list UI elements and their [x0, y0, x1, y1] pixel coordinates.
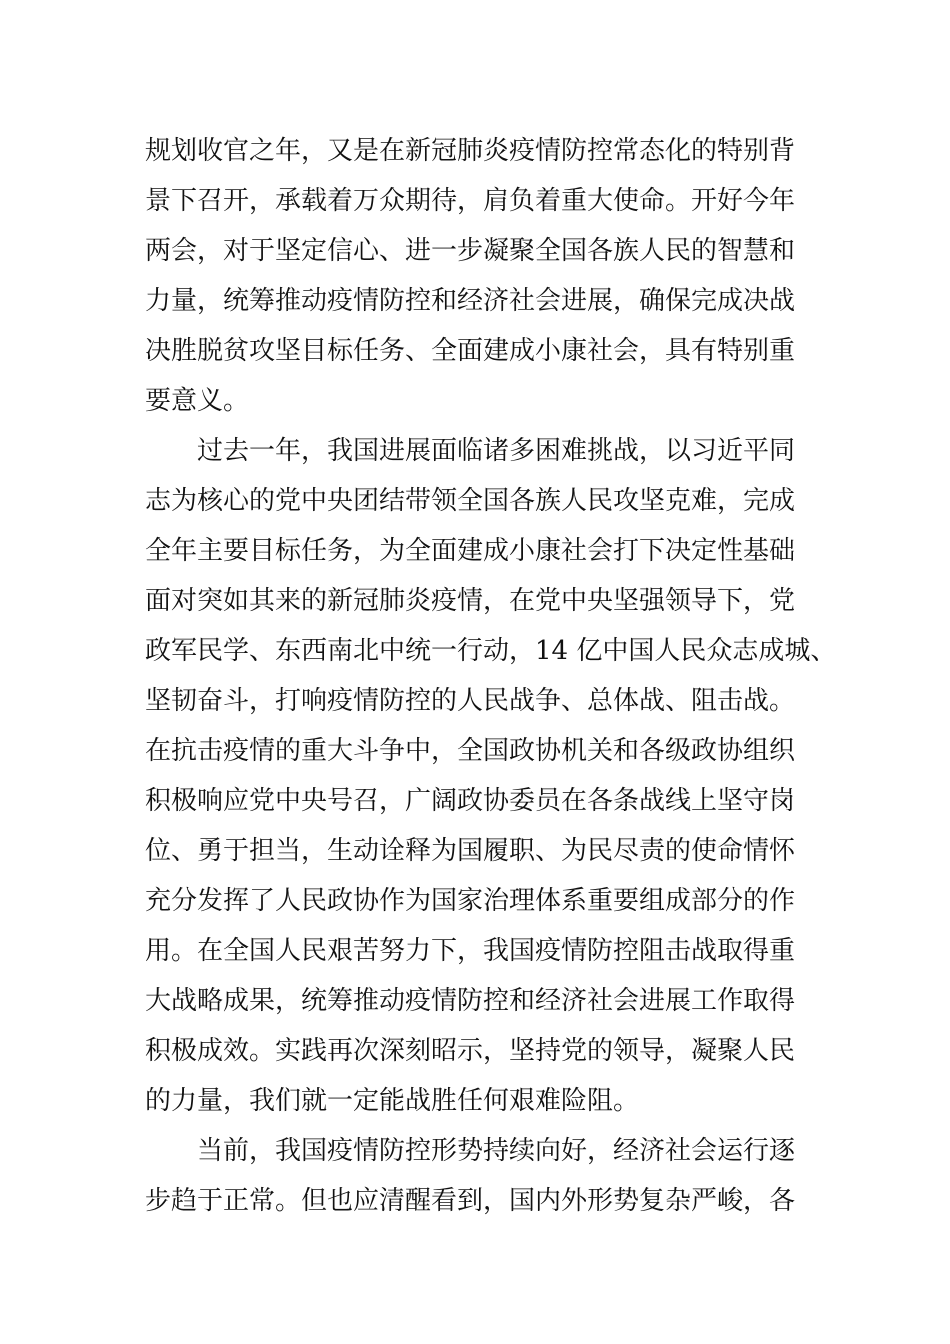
text-line: 力量，统筹推动疫情防控和经济社会进展，确保完成决战: [145, 286, 796, 316]
text-line: 的力量，我们就一定能战胜任何艰难险阻。: [145, 1086, 640, 1116]
text-line: 两会，对于坚定信心、进一步凝聚全国各族人民的智慧和: [145, 236, 796, 266]
text-line: 要意义。: [145, 386, 250, 416]
paragraph-start-line: 当前，我国疫情防控形势持续向好，经济社会运行逐: [197, 1136, 796, 1166]
text-line: 规划收官之年，又是在新冠肺炎疫情防控常态化的特别背: [145, 136, 796, 166]
text-line: 坚韧奋斗，打响疫情防控的人民战争、总体战、阻击战。: [145, 686, 796, 716]
text-line: 面对突如其来的新冠肺炎疫情，在党中央坚强领导下，党: [145, 586, 796, 616]
text-line: 政军民学、东西南北中统一行动，14 亿中国人民众志成城、: [145, 636, 837, 666]
text-line: 步趋于正常。但也应清醒看到，国内外形势复杂严峻，各: [145, 1186, 796, 1216]
text-line: 在抗击疫情的重大斗争中，全国政协机关和各级政协组织: [145, 736, 796, 766]
paragraph-start-line: 过去一年，我国进展面临诸多困难挑战，以习近平同: [197, 436, 796, 466]
document-body: [145, 126, 837, 1226]
text-line: 决胜脱贫攻坚目标任务、全面建成小康社会，具有特别重: [145, 336, 796, 366]
text-line: 充分发挥了人民政协作为国家治理体系重要组成部分的作: [145, 886, 796, 916]
text-line: 位、勇于担当，生动诠释为国履职、为民尽责的使命情怀: [145, 836, 796, 866]
text-line: 积极响应党中央号召，广阔政协委员在各条战线上坚守岗: [145, 786, 796, 816]
text-line: 大战略成果，统筹推动疫情防控和经济社会进展工作取得: [145, 986, 796, 1016]
text-line: 全年主要目标任务，为全面建成小康社会打下决定性基础: [145, 536, 796, 566]
text-line: 志为核心的党中央团结带领全国各族人民攻坚克难，完成: [145, 486, 796, 516]
text-line: 用。在全国人民艰苦努力下，我国疫情防控阻击战取得重: [145, 936, 796, 966]
text-line: 景下召开，承载着万众期待，肩负着重大使命。开好今年: [145, 186, 796, 216]
text-line: 积极成效。实践再次深刻昭示，坚持党的领导，凝聚人民: [145, 1036, 796, 1066]
